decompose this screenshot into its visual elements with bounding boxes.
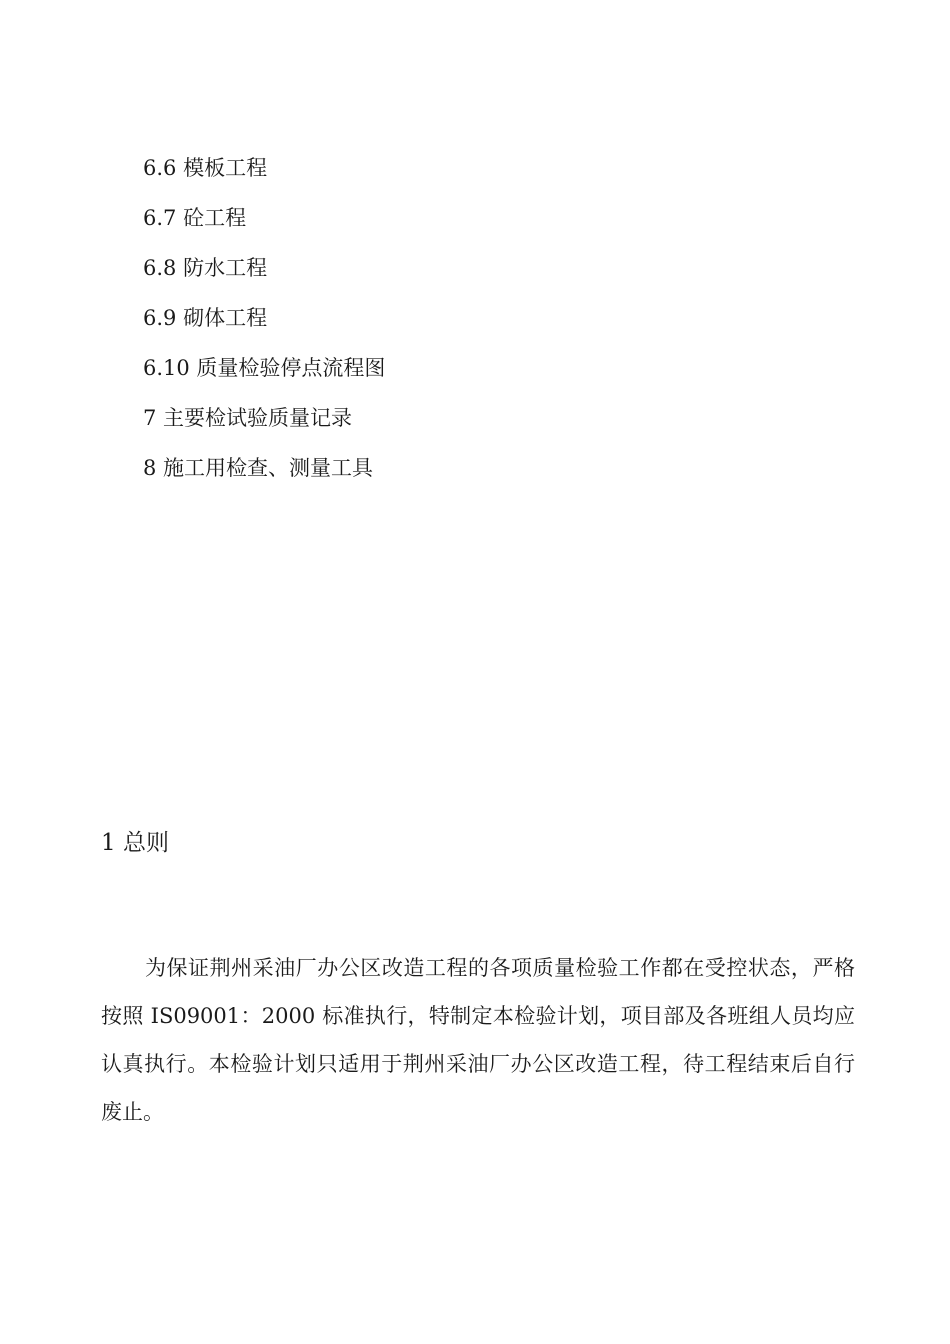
- toc-item: 6.7 砼工程: [143, 206, 247, 230]
- toc-item: 7 主要检试验质量记录: [143, 406, 353, 430]
- body-paragraph: 为保证荆州采油厂办公区改造工程的各项质量检验工作都在受控状态，严格按照 IS09001：2000 标准执行，特制定本检验计划，项目部及各班组人员均应认真执行。本检验计划只适用于荆州采油厂办公区改造工程，待工程结束后自行废止。: [101, 956, 855, 1124]
- toc-item: 6.10 质量检验停点流程图: [143, 356, 386, 380]
- toc-item: 6.8 防水工程: [143, 256, 268, 280]
- toc-item: 6.9 砌体工程: [143, 306, 268, 330]
- section-heading: 1 总则: [101, 830, 169, 856]
- table-of-contents: [143, 152, 385, 502]
- toc-item: 8 施工用检查、测量工具: [143, 456, 374, 480]
- toc-item: 6.6 模板工程: [143, 156, 268, 180]
